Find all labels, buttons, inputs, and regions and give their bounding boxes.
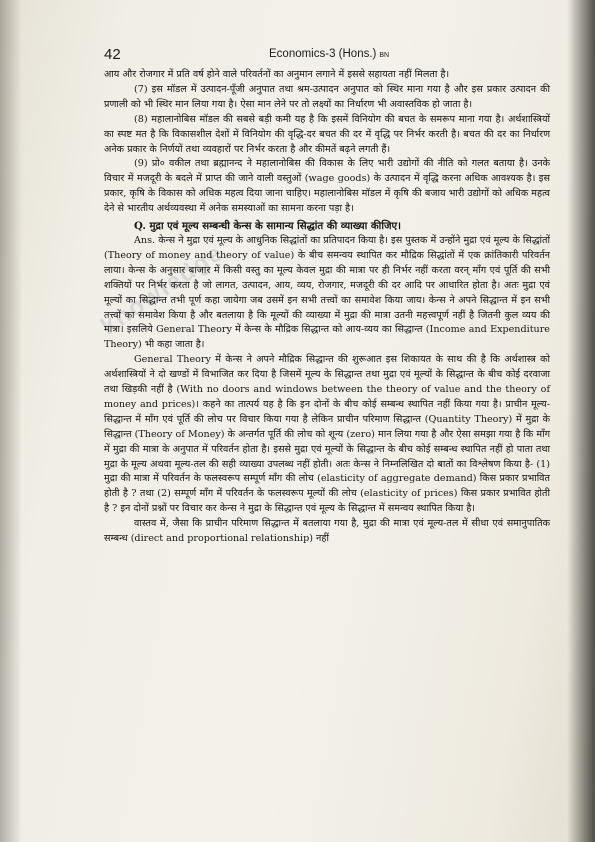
paragraph-point-7: (7) इस मॉडल में उत्पादन-पूँजी अनुपात तथा श्रम-उत्पादन अनुपात को स्थिर माना गया है और इस प्रकार उत्पादन की प्रणाली को भी स्थिर मान लिया गया है। ऐसा मान लेने पर तो लक्ष्यों का निर्धारण भी अवास्तविक हो जाता है। — [104, 83, 550, 110]
running-title-text: Economics-3 (Hons.) — [269, 48, 377, 60]
answer-paragraph: Ans. केन्स ने मुद्रा एवं मूल्य के आधुनिक सिद्धांतों का प्रतिपादन किया है। इस पुस्तक में उन्होंने मुद्रा एवं मूल्य के सिद्धांतों (Theory of money and theory of value) के बीच समन्वय स्थापित कर मौद्रिक सिद्धांतों में एक क्रांतिकारी परिवर्तन लाया। केन्स के अनुसार बाजार में किसी वस्तु का मूल्य केवल मुद्रा की मात्रा पर ही निर्भर नहीं करता वरन् माँग एवं पूर्ति की सभी शक्तियों पर निर्भर करता है जो लागत, उत्पादन, आय, व्यय, रोजगार, मजदूरी की दर आदि पर आधारित होता है। अतः मुद्रा एवं मूल्यों का सिद्धान्त तभी पूर्ण कहा जायेगा जब उसमें इन सभी तत्त्वों का समावेश किया जाय। केन्स ने अपने सिद्धान्त में इन सभी तत्त्वों का समावेश किया है और बतलाया है कि मूल्यों की व्याख्या में मुद्रा की मात्रा उतनी महत्त्वपूर्ण नहीं है जितनी कुल व्यय की मात्रा। इसलिये General Theory में केन्स के मौद्रिक सिद्धान्त को आय-व्यय का सिद्धान्त (Income and Expenditure Theory) भी कहा जाता है। — [104, 234, 550, 351]
page-body — [104, 68, 550, 547]
page-left-shadow — [0, 0, 22, 842]
answer-paragraph: वास्तव में, जैसा कि प्राचीन परिमाण सिद्धान्त में बतलाया गया है, मुद्रा की मात्रा एवं मूल्य-तल में सीधा एवं समानुपातिक सम्बन्ध (direct and proportional relationship) नहीं — [104, 518, 550, 545]
paragraph-continued: आय और रोजगार में प्रति वर्ष होने वाले परिवर्तनों का अनुमान लगाने में इससे सहायता नहीं मिलता है। — [104, 69, 450, 80]
running-title — [269, 48, 389, 60]
question-heading: Q. मुद्रा एवं मूल्य सम्बन्धी केन्स के सामान्य सिद्धांत की व्याख्या कीजिए। — [134, 220, 402, 233]
page-number: 42 — [104, 46, 121, 63]
paragraph-point-8: (8) महालानोबिस मॉडल की सबसे बड़ी कमी यह है कि इसमें विनियोग की बचत के समरूप माना गया है। अर्थशास्त्रियों का स्पष्ट मत है कि विकासशील देशों में विनियोग की वृद्धि-दर बचत की दर में वृद्धि पर निर्भर करती है। बचत की दर का निर्धारण अनेक प्रकार के निर्णयों तथा व्यवहारों पर निर्भर करता है और कीमतें बढ़ने लगती हैं। — [104, 113, 550, 155]
running-title-tag: BN — [379, 52, 390, 59]
page-right-shadow — [567, 0, 595, 842]
paragraph-point-9: (9) प्रो० वकील तथा ब्रह्मानन्द ने महालानोबिस की विकास के लिए भारी उद्योगों की नीति को गलत बताया है। उनके विचार में मजदूरी के बदले में प्राप्त की जाने वाली वस्तुओं (wage goods) के उत्पादन में वृद्धि करना अधिक आवश्यक है। इस प्रकार, कृषि के विकास को अधिक महत्व दिया जाना चाहिए। महालानोबिस मॉडल में कृषि की बजाय भारी उद्योगों को अधिक महत्व देने से भारतीय अर्थव्यवस्था में अनेक समस्याओं का सामना करना पड़ा है। — [104, 158, 550, 215]
page-header — [104, 46, 535, 66]
answer-paragraph: General Theory में केन्स ने अपने मौद्रिक सिद्धान्त की शुरूआत इस शिकायत के साथ की है कि अर्थशास्त्र को अर्थशास्त्रियों ने दो खण्डों में विभाजित कर दिया है जिसमें मूल्य के सिद्धान्त तथा मुद्रा एवं मूल्यों के सिद्धान्त के बीच कोई दरवाजा तथा खिड़की नहीं है (With no doors and windows between the theory of value and the theory of money and prices)। कहने का तात्पर्य यह है कि इन दोनों के बीच कोई सम्बन्ध स्थापित नहीं किया गया है। प्राचीन मूल्य-सिद्धान्त में माँग एवं पूर्ति की लोच पर विचार किया गया है लेकिन प्राचीन परिमाण सिद्धान्त (Quantity Theory) में मुद्रा के सिद्धान्त (Theory of Money) के अन्तर्गत पूर्ति की लोच को शून्य (zero) मान लिया गया है और ऐसा समझा गया है कि माँग में मुद्रा की मात्रा के अनुपात में परिवर्तन होता है। इससे मुद्रा एवं मूल्यों के सिद्धान्त के बीच कोई सम्बन्ध स्थापित नहीं हो पाता तथा मुद्रा के मूल्य अथवा मूल्य-तल की सही व्याख्या उपलब्ध नहीं होती। अतः केन्स ने निम्नलिखित दो बातों का विश्लेषण किया है- (1) मुद्रा की मात्रा में परिवर्तन के फलस्वरूप सम्पूर्ण माँग की लोच (elasticity of aggregate demand) किस प्रकार प्रभावित होती है ? तथा (2) सम्पूर्ण माँग में परिवर्तन के फलस्वरूप मूल्यों की लोच (elasticity of prices) किस प्रकार प्रभावित होती है ? इन दोनों प्रश्नों पर विचार कर केन्स ने मुद्रा के सिद्धान्त एवं मूल्य के सिद्धान्त में समन्वय स्थापित किया है। — [104, 354, 550, 515]
watermark: knowledge — [96, 238, 229, 341]
